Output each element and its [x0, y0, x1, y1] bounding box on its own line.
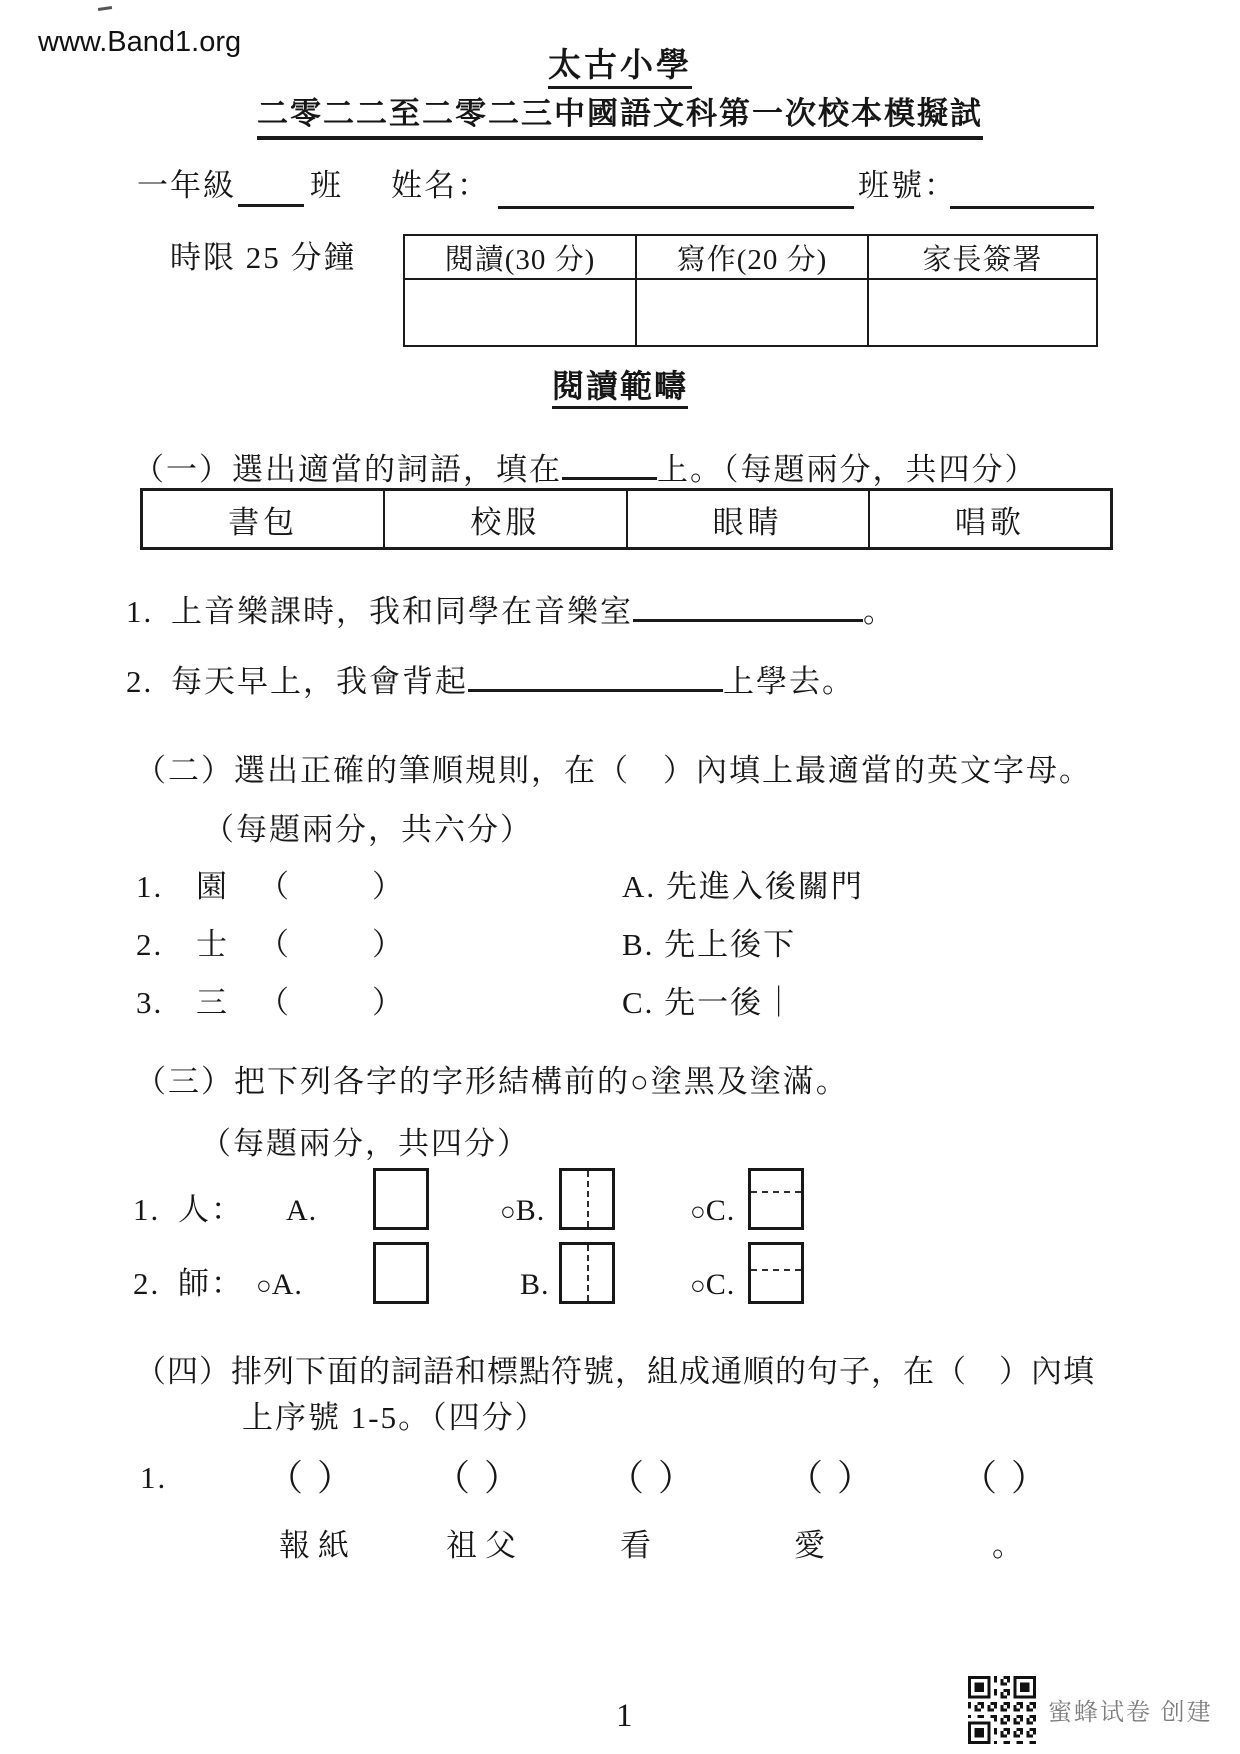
option-label-a: A.	[286, 1194, 318, 1227]
item-character: 園	[196, 869, 229, 904]
part1-prompt	[133, 446, 1038, 488]
option-label-c: C.	[705, 1268, 736, 1301]
exam-title: 二零二二至二零二三中國語文科第一次校本模擬試	[257, 96, 983, 140]
part2-note: （每題兩分，共六分）	[203, 812, 533, 847]
score-col-parent-signature: 家長簽署	[869, 236, 1096, 280]
qr-caption: 蜜蜂试卷 创建	[1048, 1699, 1213, 1726]
grade-label: 一年級	[137, 168, 236, 203]
answer-paren-open: （	[787, 1458, 824, 1498]
word-bank-cell: 書包	[143, 491, 385, 547]
item-number: 2.	[136, 927, 164, 962]
name-label: 姓名：	[391, 168, 490, 203]
part2-option-b: B. 先上後下	[622, 927, 797, 962]
word-bank-cell: 校服	[385, 491, 627, 547]
option-circle-icon: ○	[690, 1271, 706, 1300]
part1-prompt-before: （一）選出適當的詞語，填在	[133, 452, 562, 487]
answer-blank-line	[468, 658, 723, 692]
scan-artifact-dash	[98, 6, 112, 11]
page-number: 1	[616, 1698, 633, 1734]
structure-box-horizontal-split	[748, 1242, 804, 1304]
part1-prompt-after: 上。（每題兩分，共四分）	[657, 452, 1038, 487]
score-col-writing: 寫作(20 分)	[637, 236, 869, 280]
question-tail: 。	[863, 594, 896, 629]
school-title-row	[0, 48, 1240, 86]
option-label-a-group	[256, 1268, 303, 1302]
answer-paren-close: ）	[317, 1458, 354, 1498]
answer-paren-close: ）	[658, 1458, 695, 1498]
answer-paren-open: （	[434, 1458, 471, 1498]
part1-question-2	[126, 658, 855, 700]
option-label-c-group	[690, 1268, 735, 1302]
class-no-label: 班號：	[858, 168, 957, 203]
name-blank-line	[498, 206, 854, 209]
option-label-b: B.	[515, 1194, 546, 1227]
score-col-reading: 閱讀(30 分)	[405, 236, 637, 280]
class-suffix-label: 班	[310, 168, 343, 203]
row-character: 人：	[178, 1192, 244, 1227]
item-number: 3.	[136, 985, 164, 1020]
score-table	[403, 234, 1098, 347]
part3-prompt: （三）把下列各字的字形結構前的○塗黑及塗滿。	[135, 1064, 849, 1099]
watermark-url: www.Band1.org	[38, 26, 242, 58]
box-vertical-dashed-line	[587, 1171, 589, 1227]
word-bank-cell: 唱歌	[954, 504, 1025, 540]
question-number: 1.	[126, 594, 154, 629]
answer-paren-open: （	[608, 1458, 645, 1498]
word-bank-table	[140, 488, 1113, 550]
paren-close: ）	[372, 985, 405, 1020]
box-horizontal-dashed-line	[751, 1269, 801, 1271]
option-label-b: B.	[520, 1268, 550, 1301]
row-character: 師：	[178, 1266, 244, 1301]
box-horizontal-dashed-line	[751, 1191, 801, 1193]
answer-paren-open: （	[961, 1458, 998, 1498]
option-label-c: C.	[705, 1194, 736, 1227]
option-circle-icon: ○	[690, 1197, 706, 1226]
part3-note: （每題兩分，共四分）	[200, 1126, 530, 1161]
structure-box-vertical-split	[559, 1168, 615, 1230]
part2-prompt: （二）選出正確的筆順規則，在（ ）內填上最適當的英文字母。	[135, 753, 1092, 788]
paren-close: ）	[372, 869, 405, 904]
answer-paren-close: ）	[484, 1458, 521, 1498]
paren-open: （	[258, 869, 291, 904]
reading-heading: 閱讀範疇	[552, 368, 688, 409]
part4-word: 看	[620, 1528, 653, 1563]
time-limit-label: 時限 25 分鐘	[170, 240, 357, 275]
part4-item-number: 1.	[140, 1460, 168, 1495]
score-cell-writing-empty	[637, 280, 869, 345]
exam-title-row	[0, 96, 1240, 132]
question-text: 每天早上，我會背起	[171, 664, 468, 699]
paren-open: （	[258, 985, 291, 1020]
item-character: 三	[196, 985, 229, 1020]
option-label-b-group	[500, 1194, 545, 1228]
structure-box-horizontal-split	[748, 1168, 804, 1230]
answer-paren-open: （	[267, 1458, 304, 1498]
structure-box-plain	[373, 1242, 429, 1304]
part4-prompt-line2: 上序號 1-5。（四分）	[242, 1400, 548, 1435]
class-no-blank-line	[950, 206, 1094, 209]
qr-code-icon	[968, 1676, 1036, 1744]
score-cell-reading-empty	[405, 280, 637, 345]
row-number: 1.	[133, 1192, 161, 1227]
part4-prompt-line1: （四）排列下面的詞語和標點符號，組成通順的句子，在（ ）內填	[135, 1354, 1095, 1389]
question-text: 上音樂課時，我和同學在音樂室	[171, 594, 633, 629]
answer-blank-line	[633, 588, 863, 622]
item-character: 士	[196, 927, 229, 962]
part4-word-period: 。	[992, 1528, 1025, 1563]
row-number: 2.	[133, 1266, 161, 1301]
structure-box-plain	[373, 1168, 429, 1230]
option-circle-icon: ○	[256, 1271, 272, 1300]
school-name: 太古小學	[548, 48, 692, 89]
grade-blank-line	[238, 204, 304, 207]
question-number: 2.	[126, 664, 154, 699]
word-bank-cell: 眼睛	[628, 491, 870, 547]
paren-open: （	[258, 927, 291, 962]
part4-word: 報紙	[279, 1528, 357, 1563]
part2-option-c: C. 先一後｜	[622, 985, 797, 1020]
score-cell-signature-empty	[869, 280, 1096, 345]
reading-heading-row	[0, 368, 1240, 405]
item-number: 1.	[136, 869, 164, 904]
option-label-a: A.	[271, 1268, 303, 1301]
option-label-c-group	[690, 1194, 735, 1228]
answer-paren-close: ）	[837, 1458, 874, 1498]
structure-box-vertical-split	[559, 1242, 615, 1304]
part1-prompt-blank	[562, 446, 657, 480]
box-vertical-dashed-line	[587, 1245, 589, 1301]
part4-word: 祖父	[446, 1528, 524, 1563]
answer-paren-close: ）	[1011, 1458, 1048, 1498]
part4-word: 愛	[794, 1528, 827, 1563]
option-circle-icon: ○	[500, 1197, 516, 1226]
paren-close: ）	[372, 927, 405, 962]
part1-question-1	[126, 588, 896, 630]
part2-option-a: A. 先進入後關門	[622, 869, 864, 904]
question-tail: 上學去。	[723, 664, 855, 699]
